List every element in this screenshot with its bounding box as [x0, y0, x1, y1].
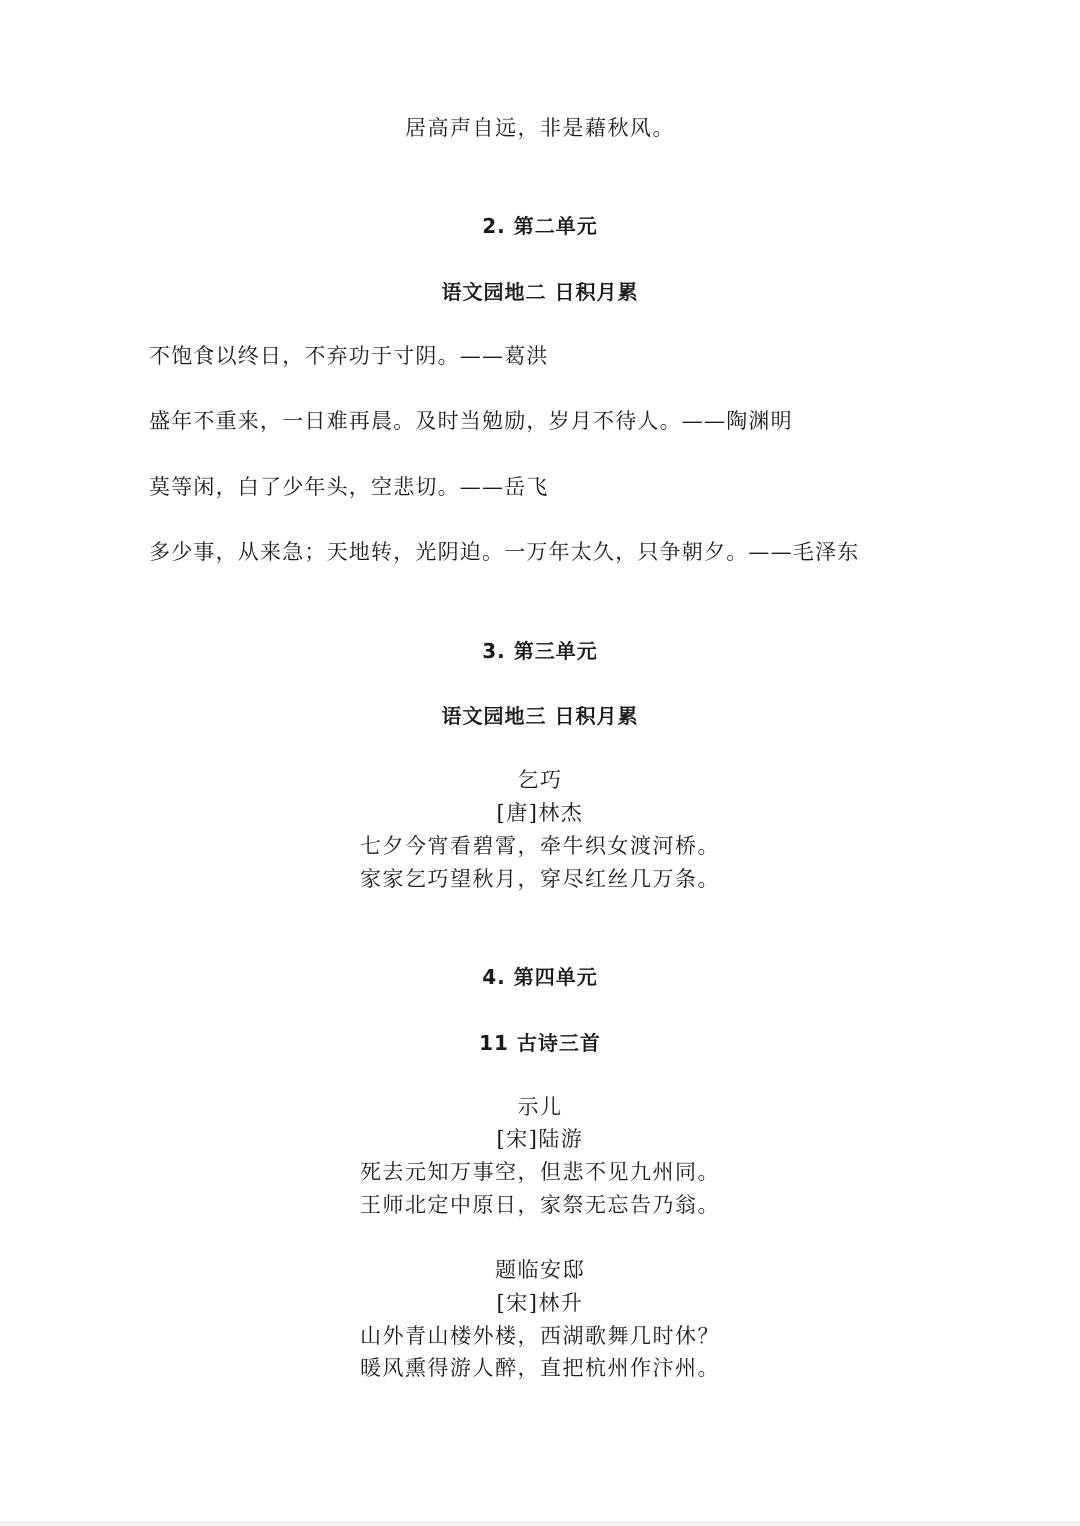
- quote-line: 莫等闲，白了少年头，空悲切。——岳飞: [149, 475, 549, 499]
- quote-line: 不饱食以终日，不弃功于寸阴。——葛洪: [149, 344, 549, 368]
- poem-line: 暖风熏得游人醉，直把杭州作汴州。: [360, 1356, 720, 1380]
- section-subheading: 11 古诗三首: [479, 1031, 601, 1055]
- unit-heading: 2. 第二单元: [482, 214, 598, 238]
- poem-line: 家家乞巧望秋月，穿尽红丝几万条。: [360, 867, 720, 891]
- quote-line: 多少事，从来急；天地转，光阴迫。一万年太久，只争朝夕。——毛泽东: [149, 540, 860, 564]
- poem-line: 居高声自远，非是藉秋风。: [405, 116, 675, 140]
- section-subheading: 语文园地三 日积月累: [441, 704, 639, 728]
- poem-line: 七夕今宵看碧霄，牵牛织女渡河桥。: [360, 834, 720, 858]
- quote-line: 盛年不重来，一日难再晨。及时当勉励，岁月不待人。——陶渊明: [149, 409, 793, 433]
- poem-author: [宋]陆游: [496, 1127, 584, 1151]
- poem-title: 乞巧: [517, 768, 563, 792]
- unit-heading: 4. 第四单元: [482, 965, 598, 989]
- poem-author: [唐]林杰: [496, 801, 584, 825]
- poem-line: 死去元知万事空，但悲不见九州同。: [360, 1160, 720, 1184]
- poem-line: 山外青山楼外楼，西湖歌舞几时休？: [360, 1324, 720, 1348]
- page-bottom-edge: [0, 1521, 1080, 1526]
- section-subheading: 语文园地二 日积月累: [441, 280, 639, 304]
- unit-heading: 3. 第三单元: [482, 639, 598, 663]
- poem-line: 王师北定中原日，家祭无忘告乃翁。: [360, 1193, 720, 1217]
- poem-author: [宋]林升: [496, 1291, 584, 1315]
- poem-title: 示儿: [517, 1095, 563, 1119]
- poem-title: 题临安邸: [495, 1258, 585, 1282]
